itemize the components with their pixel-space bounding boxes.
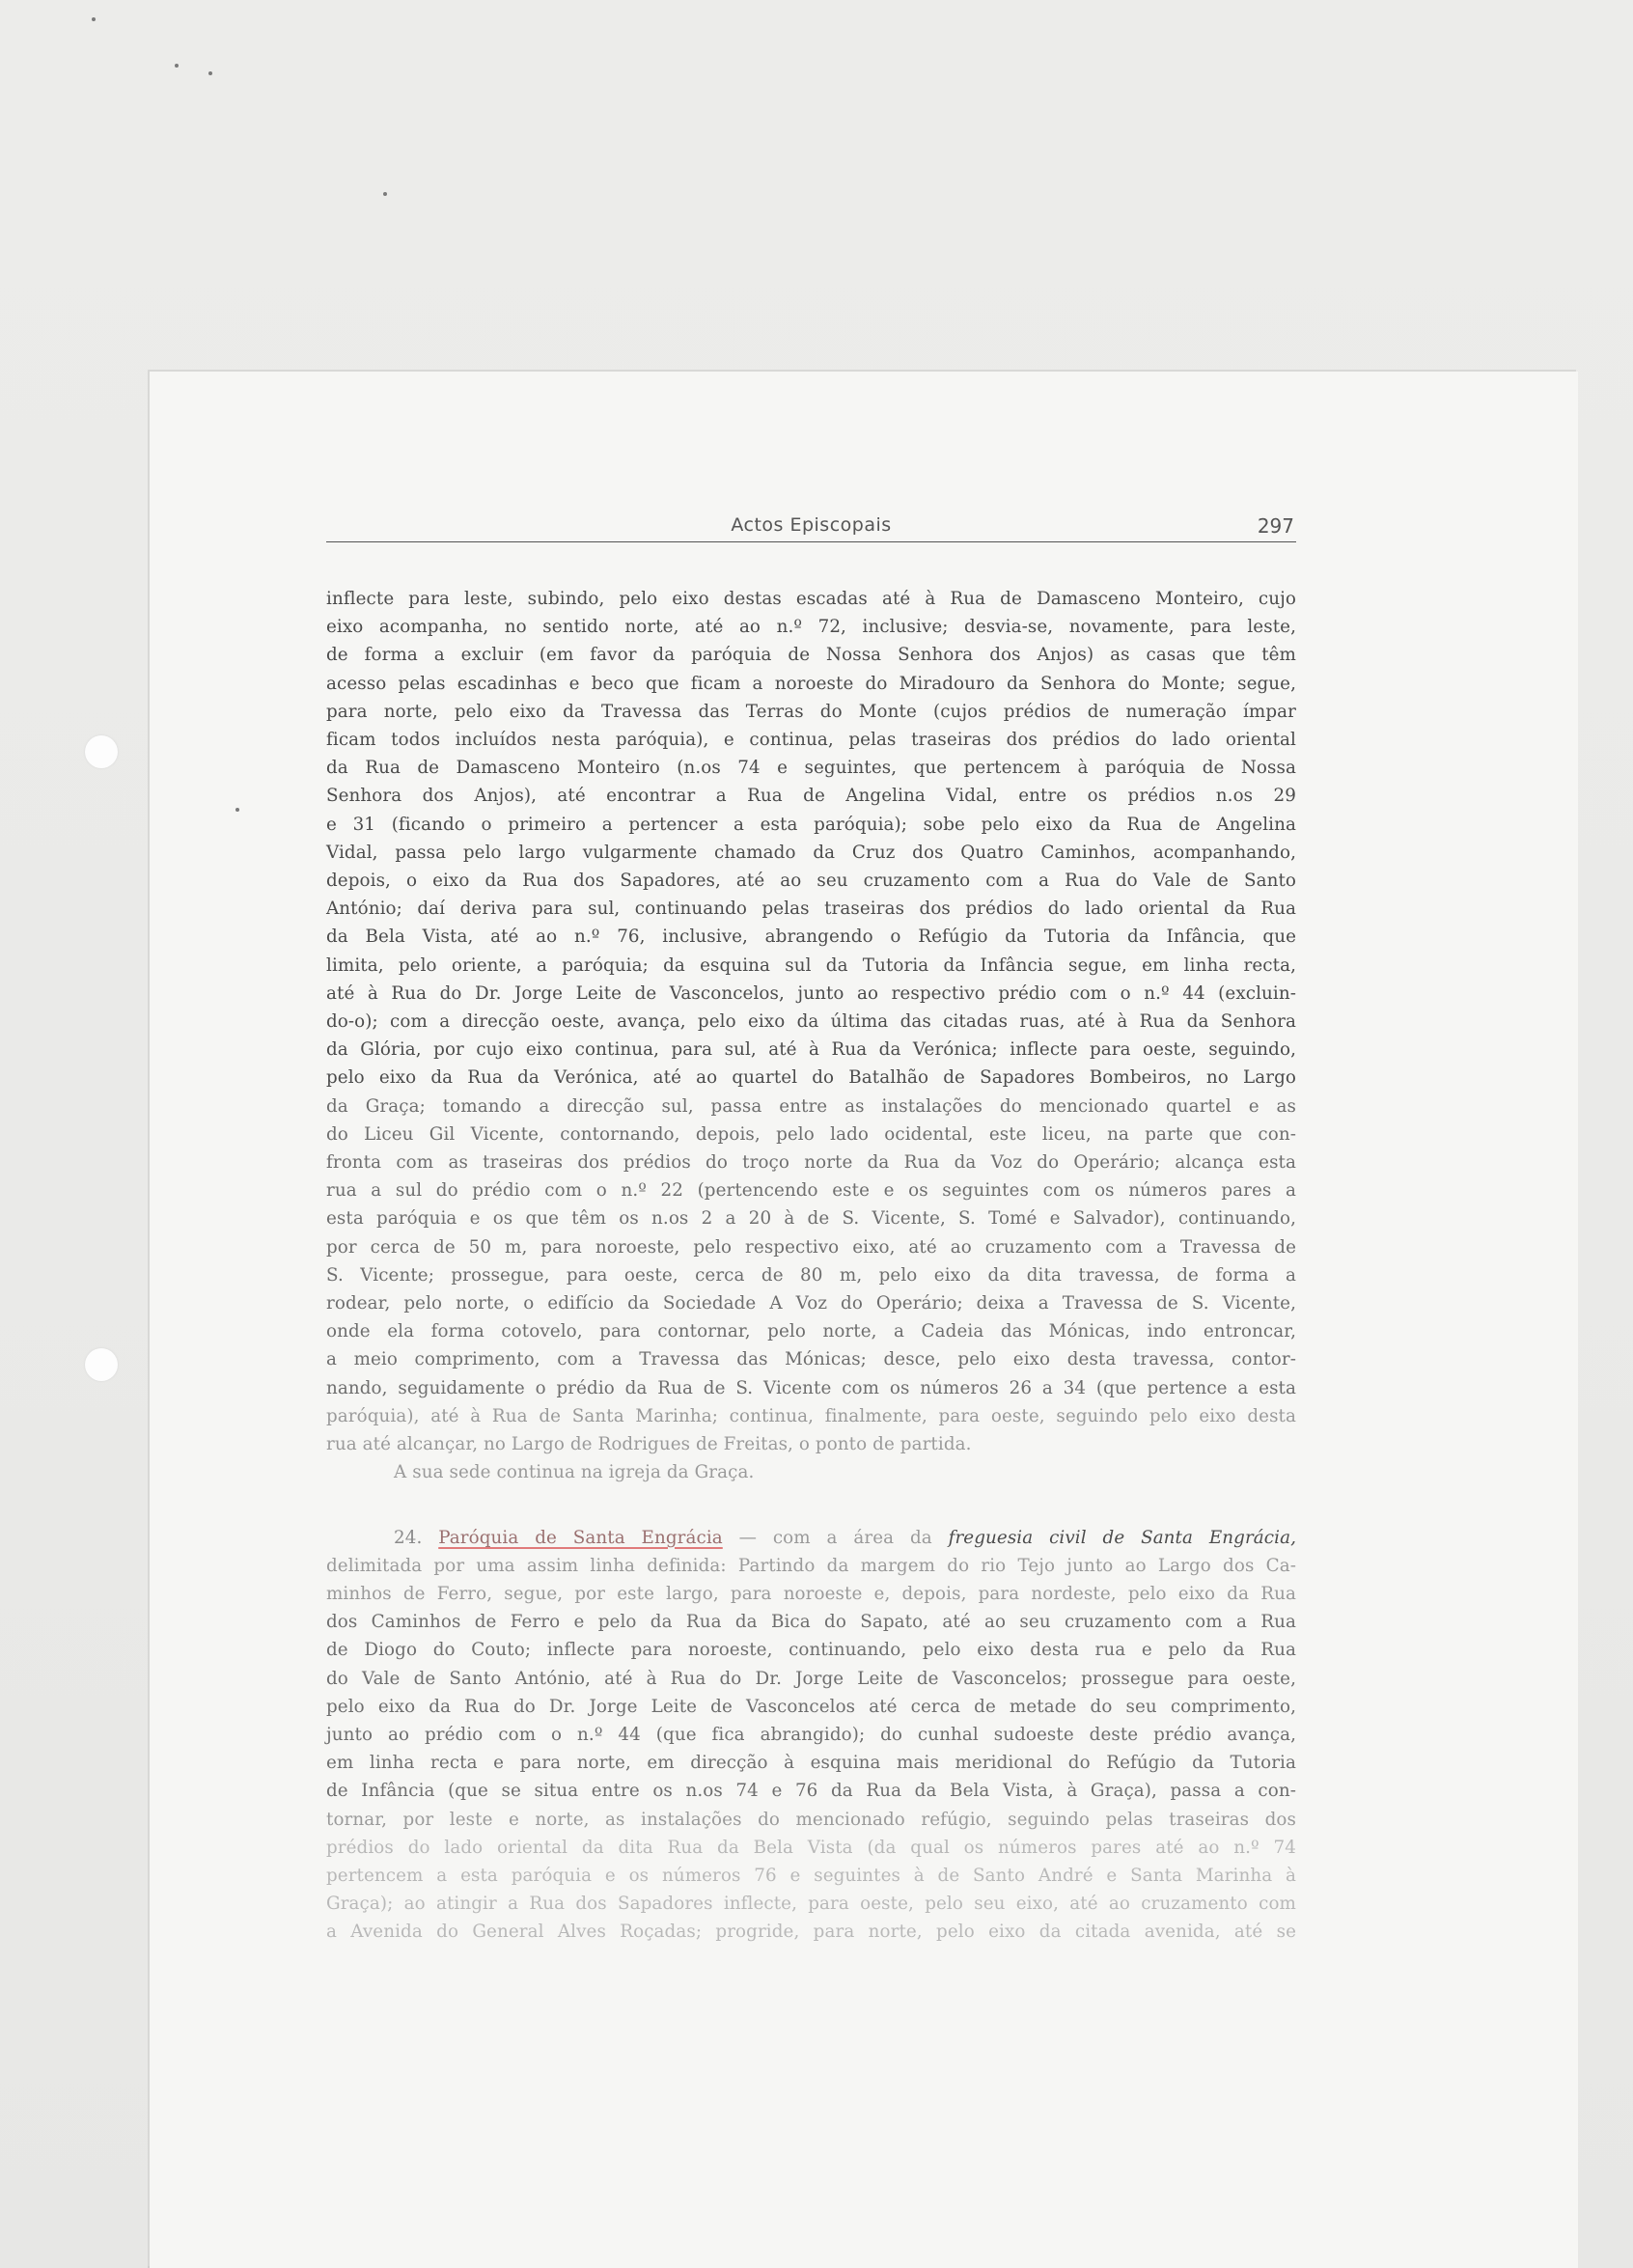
paragraph-continuation [326, 585, 1296, 1458]
text-line: António; daí deriva para sul, continuando pelas traseiras dos prédios do lado oriental da Rua [326, 899, 1296, 920]
paragraph-intro: — com a área da [722, 1527, 949, 1548]
text-line: onde ela forma cotovelo, para contornar, pelo norte, a Cadeia das Mónicas, indo entroncar, [326, 1321, 1296, 1342]
text-line: fronta com as traseiras dos prédios do troço norte da Rua da Voz do Operário; alcança esta [326, 1152, 1296, 1174]
text-line: do Vale de Santo António, até à Rua do Dr. Jorge Leite de Vasconcelos; prossegue para oeste, [326, 1668, 1296, 1689]
text-line: tornar, por leste e norte, as instalações do mencionado refúgio, seguindo pelas traseiras dos [326, 1809, 1296, 1830]
text-line: ficam todos incluídos nesta paróquia), e continua, pelas traseiras dos prédios do lado oriental [326, 730, 1296, 751]
dust-speck [175, 64, 179, 68]
text-line: para norte, pelo eixo da Travessa das Terras do Monte (cujos prédios de numeração ímpar [326, 701, 1296, 722]
text-line: limita, pelo oriente, a paróquia; da esquina sul da Tutoria da Infância segue, em linha recta, [326, 954, 1296, 976]
text-line: eixo acompanha, no sentido norte, até ao n.º 72, inclusive; desvia-se, novamente, para leste, [326, 617, 1296, 638]
body-text [326, 585, 1296, 1947]
text-line: do Liceu Gil Vicente, contornando, depois, pelo lado ocidental, este liceu, na parte que con- [326, 1123, 1296, 1145]
text-line: pertencem a esta paróquia e os números 76 e seguintes à de Santo André e Santa Marinha à [326, 1865, 1296, 1886]
text-line: rodear, pelo norte, o edifício da Sociedade A Voz do Operário; deixa a Travessa de S. Vicente, [326, 1293, 1296, 1314]
text-line: de Infância (que se situa entre os n.os 74 e 76 da Rua da Bela Vista, à Graça), passa a con- [326, 1781, 1296, 1802]
text-line: pelo eixo da Rua da Verónica, até ao quartel do Batalhão de Sapadores Bombeiros, no Largo [326, 1067, 1296, 1089]
text-line: Senhora dos Anjos), até encontrar a Rua de Angelina Vidal, entre os prédios n.os 29 [326, 786, 1296, 807]
dust-speck [383, 192, 387, 196]
text-line: junto ao prédio com o n.º 44 (que fica abrangido); do cunhal sudoeste deste prédio avança, [326, 1724, 1296, 1745]
text-line: nando, seguidamente o prédio da Rua de S. Vicente com os números 26 a 34 (que pertence a esta [326, 1377, 1296, 1398]
paragraph-intro-italic: freguesia civil de Santa Engrácia, [948, 1527, 1296, 1548]
text-line: Vidal, passa pelo largo vulgarmente chamado da Cruz dos Quatro Caminhos, acompanhando, [326, 842, 1296, 863]
closing-line: A sua sede continua na igreja da Graça. [394, 1462, 755, 1483]
paragraph-number: 24. [394, 1527, 423, 1548]
text-line: da Bela Vista, até ao n.º 76, inclusive, abrangendo o Refúgio da Tutoria da Infância, que [326, 927, 1296, 948]
text-line: inflecte para leste, subindo, pelo eixo destas escadas até à Rua de Damasceno Monteiro, cujo [326, 589, 1296, 609]
paragraph-heading-line [326, 1524, 1296, 1552]
text-line: delimitada por uma assim linha definida: Partindo da margem do rio Tejo junto ao Largo dos Ca- [326, 1555, 1296, 1576]
text-line: S. Vicente; prossegue, para oeste, cerca de 80 m, pelo eixo da dita travessa, de forma a [326, 1264, 1296, 1286]
page-header [326, 514, 1296, 542]
text-line: em linha recta e para norte, em direcção à esquina mais meridional do Refúgio da Tutoria [326, 1753, 1296, 1774]
text-line: prédios do lado oriental da dita Rua da Bela Vista (da qual os números pares até ao n.º 74 [326, 1837, 1296, 1858]
punch-hole-top [85, 735, 118, 768]
running-head: Actos Episcopais [731, 514, 892, 536]
text-line: a Avenida do General Alves Roçadas; progride, para norte, pelo eixo da citada avenida, até se [326, 1922, 1296, 1943]
punch-hole-bottom [85, 1348, 118, 1381]
text-line: minhos de Ferro, segue, por este largo, para noroeste e, depois, para nordeste, pelo eixo da Rua [326, 1583, 1296, 1604]
text-line: da Glória, por cujo eixo continua, para sul, até à Rua da Verónica; inflecte para oeste, seguindo, [326, 1039, 1296, 1061]
paragraph-gap [326, 1487, 1296, 1524]
text-line: da Rua de Damasceno Monteiro (n.os 74 e seguintes, que pertencem à paróquia de Nossa [326, 758, 1296, 779]
text-line: acesso pelas escadinhas e beco que ficam a noroeste do Miradouro da Senhora do Monte; segue, [326, 673, 1296, 694]
text-line: Graça); ao atingir a Rua dos Sapadores inflecte, para oeste, pelo seu eixo, até ao cruzamento com [326, 1894, 1296, 1915]
page-number: 297 [1257, 514, 1294, 538]
text-line: a meio comprimento, com a Travessa das Mónicas; desce, pelo eixo desta travessa, contor- [326, 1349, 1296, 1370]
text-line: dos Caminhos de Ferro e pelo da Rua da Bica do Sapato, até ao seu cruzamento com a Rua [326, 1612, 1296, 1633]
text-line: pelo eixo da Rua do Dr. Jorge Leite de Vasconcelos até cerca de metade do seu comprimento, [326, 1696, 1296, 1717]
text-line: do-o); com a direcção oeste, avança, pelo eixo da última das citadas ruas, até à Rua da Senhora [326, 1011, 1296, 1033]
text-line: rua a sul do prédio com o n.º 22 (pertencendo este e os seguintes com os números pares a [326, 1180, 1296, 1202]
text-line: rua até alcançar, no Largo de Rodrigues de Freitas, o ponto de partida. [326, 1434, 972, 1455]
dust-speck [235, 808, 239, 812]
dust-speck [208, 71, 212, 75]
text-line: depois, o eixo da Rua dos Sapadores, até ao seu cruzamento com a Rua do Vale de Santo [326, 871, 1296, 892]
text-line: de forma a excluir (em favor da paróquia de Nossa Senhora dos Anjos) as casas que têm [326, 645, 1296, 666]
text-line: esta paróquia e os que têm os n.os 2 a 20 à de S. Vicente, S. Tomé e Salvador), continuando, [326, 1208, 1296, 1230]
text-line: da Graça; tomando a direcção sul, passa entre as instalações do mencionado quartel e as [326, 1095, 1296, 1117]
text-line: paróquia), até à Rua de Santa Marinha; continua, finalmente, para oeste, seguindo pelo eixo desta [326, 1405, 1296, 1426]
text-line: por cerca de 50 m, para noroeste, pelo respectivo eixo, até ao cruzamento com a Travessa de [326, 1236, 1296, 1258]
dust-speck [92, 17, 96, 21]
paragraph-parish-santa-engracia [326, 1552, 1296, 1947]
paragraph-heading: Paróquia de Santa Engrácia [438, 1527, 723, 1548]
text-line: e 31 (ficando o primeiro a pertencer a esta paróquia); sobe pelo eixo da Rua de Angelina [326, 814, 1296, 835]
text-line: de Diogo do Couto; inflecte para noroeste, continuando, pelo eixo desta rua e pelo da Rua [326, 1640, 1296, 1661]
text-line: até à Rua do Dr. Jorge Leite de Vasconcelos, junto ao respectivo prédio com o n.º 44 (excluin- [326, 982, 1296, 1004]
